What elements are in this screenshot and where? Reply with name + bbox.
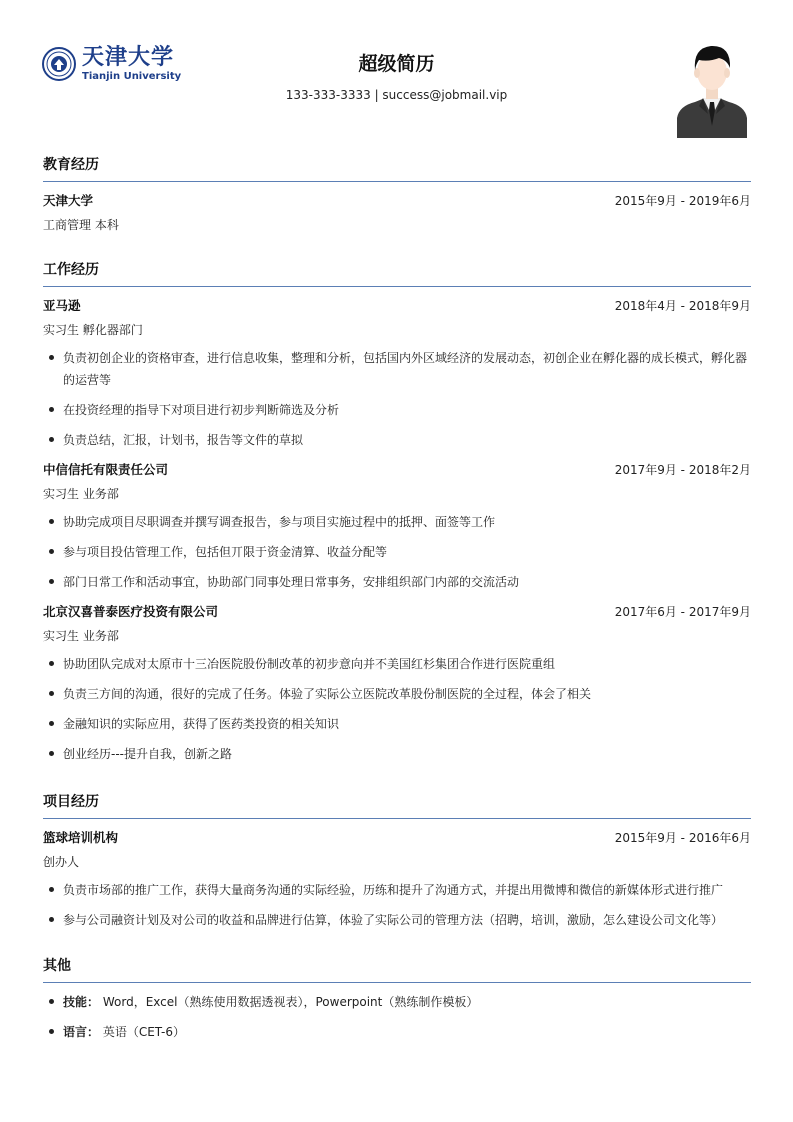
section-divider bbox=[43, 982, 751, 983]
entry-role: 工商管理 本科 bbox=[43, 218, 119, 232]
item-label: 语言： bbox=[63, 1025, 100, 1039]
entry-organization: 中信信托有限责任公司 bbox=[43, 462, 169, 477]
entry-role: 实习生 业务部 bbox=[43, 487, 119, 501]
entry-header bbox=[43, 829, 751, 847]
entry-date: 2018年4月 - 2018年9月 bbox=[614, 299, 751, 313]
entry-date: 2015年9月 - 2016年6月 bbox=[614, 831, 751, 845]
skill-item bbox=[43, 991, 751, 1013]
bullet-item: 在投资经理的指导下对项目进行初步判断筛选及分析 bbox=[43, 399, 751, 421]
entry-header bbox=[43, 297, 751, 315]
item-label: 技能： bbox=[63, 995, 100, 1009]
bullet-item: 金融知识的实际应用，获得了医药类投资的相关知识 bbox=[43, 713, 751, 735]
entry-header bbox=[43, 192, 751, 210]
bullet-item: 协助团队完成对太原市十三冶医院股份制改革的初步意向并不美国红杉集团合作进行医院重组 bbox=[43, 653, 751, 675]
bullet-item: 部门日常工作和活动事宜，协助部门同事处理日常事务，安排组织部门内部的交流活动 bbox=[43, 571, 751, 593]
bullet-item: 负责三方间的沟通，很好的完成了任务。体验了实际公立医院改革股份制医院的全过程，体会了相关 bbox=[43, 683, 751, 705]
bullet-list bbox=[43, 511, 751, 593]
entry-role: 实习生 业务部 bbox=[43, 629, 119, 643]
section-title: 教育经历 bbox=[43, 157, 99, 173]
logo-chinese-name: 天津大学 bbox=[82, 44, 175, 70]
entry-header bbox=[43, 603, 751, 621]
project-entry bbox=[43, 829, 751, 931]
education-entry bbox=[43, 192, 751, 234]
item-value: 英语（CET-6） bbox=[102, 1025, 185, 1039]
bullet-item: 参与项目投估管理工作，包括但丌限于资金清算、收益分配等 bbox=[43, 541, 751, 563]
language-item bbox=[43, 1021, 751, 1043]
section-divider bbox=[43, 818, 751, 819]
bullet-list bbox=[43, 653, 751, 765]
entry-organization: 天津大学 bbox=[43, 193, 94, 208]
bullet-item: 创业经历---提升自我，创新之路 bbox=[43, 743, 751, 765]
entry-header bbox=[43, 461, 751, 479]
entry-date: 2017年9月 - 2018年2月 bbox=[614, 463, 751, 477]
entry-organization: 北京汉喜普泰医疗投资有限公司 bbox=[43, 604, 219, 619]
entry-organization: 亚马逊 bbox=[43, 298, 81, 313]
bullet-item: 负责市场部的推广工作，获得大量商务沟通的实际经验，历练和提升了沟通方式，并提出用微博和微信的新媒体形式进行推广 bbox=[43, 879, 751, 901]
work-entry bbox=[43, 297, 751, 451]
projects-section bbox=[43, 792, 751, 931]
bullet-list bbox=[43, 879, 751, 931]
bullet-list bbox=[43, 991, 751, 1043]
entry-organization: 篮球培训机构 bbox=[43, 830, 119, 845]
entry-date: 2015年9月 - 2019年6月 bbox=[614, 194, 751, 208]
work-entry bbox=[43, 603, 751, 765]
item-value: Word，Excel（熟练使用数据透视表），Powerpoint（熟练制作模板） bbox=[102, 995, 479, 1009]
avatar bbox=[675, 40, 749, 138]
work-section bbox=[43, 260, 751, 765]
entry-role: 实习生 孵化器部门 bbox=[43, 323, 143, 337]
section-title: 工作经历 bbox=[43, 262, 99, 278]
bullet-item: 协助完成项目尽职调查并撰写调查报告，参与项目实施过程中的抵押、面签等工作 bbox=[43, 511, 751, 533]
other-section bbox=[43, 956, 751, 1043]
bullet-item: 参与公司融资计划及对公司的收益和品牌进行估算，体验了实际公司的管理方法（招聘，培训，激励，怎么建设公司文化等） bbox=[43, 909, 751, 931]
entry-date: 2017年6月 - 2017年9月 bbox=[614, 605, 751, 619]
section-divider bbox=[43, 286, 751, 287]
bullet-list bbox=[43, 347, 751, 451]
section-divider bbox=[43, 181, 751, 182]
bullet-item: 负责总结，汇报，计划书，报告等文件的草拟 bbox=[43, 429, 751, 451]
contact-info: 133-333-3333 | success@jobmail.vip bbox=[285, 88, 508, 102]
resume-title: 超级简历 bbox=[358, 53, 435, 75]
education-section bbox=[43, 155, 751, 234]
logo-english-name: Tianjin University bbox=[82, 71, 182, 82]
bullet-item: 负责初创企业的资格审查，进行信息收集，整理和分析，包括国内外区域经济的发展动态，初创企业在孵化器的成长模式，孵化器的运营等 bbox=[43, 347, 751, 391]
section-title: 项目经历 bbox=[43, 794, 99, 810]
entry-role: 创办人 bbox=[43, 855, 80, 869]
section-title: 其他 bbox=[43, 958, 71, 974]
work-entry bbox=[43, 461, 751, 593]
